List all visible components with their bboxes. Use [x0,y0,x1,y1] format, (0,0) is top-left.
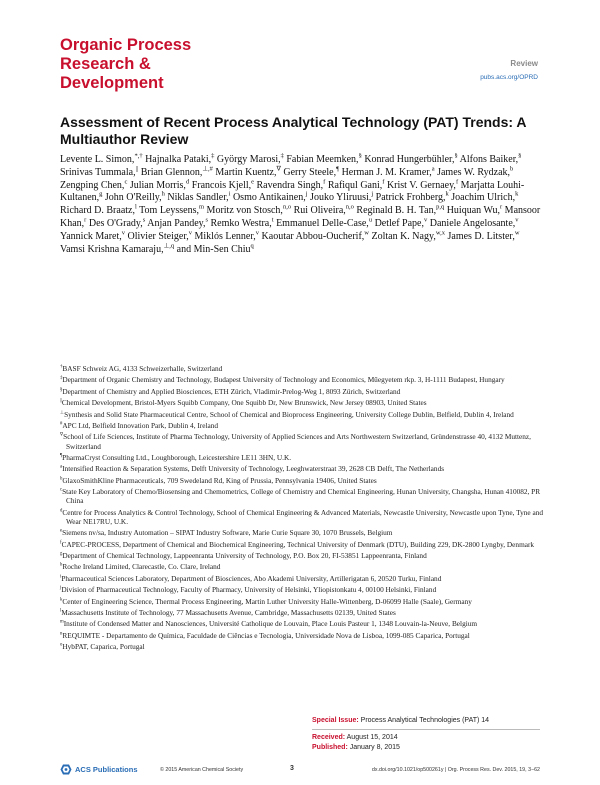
author-affiliation-mark: g [99,191,103,199]
author-name[interactable]: Brian Glennon, [140,166,203,178]
author-affiliation-mark: v [255,229,260,237]
affiliation-mark: f [60,540,62,546]
author-affiliation-mark: ⊥,# [202,165,213,173]
author-name[interactable]: Fabian Meemken, [286,154,359,165]
author-name[interactable]: James D. Litster, [447,230,515,242]
author-name[interactable]: Herman J. M. Kramer, [341,166,432,178]
author-name[interactable]: James W. Rydzak, [437,166,511,178]
affiliation-list [60,364,545,654]
author-affiliation-mark: s [142,216,146,224]
author-affiliation-mark: k [515,191,519,199]
author-affiliation-mark: q [250,242,254,250]
author-name[interactable]: and Min-Sen Chiu [176,243,251,255]
author-affiliation-mark: s [205,216,209,224]
author-affiliation-mark: p,q [436,203,445,211]
affiliation-mark: b [60,476,63,482]
affiliation-item [60,432,545,450]
affiliation-mark: g [60,551,63,557]
affiliation-text: Department of Chemistry and Applied Biosciences, ETH Zürich, Vladimir-Prelog-Weg 1, 8093 Zürich, Switzerland [62,386,401,396]
author-name[interactable]: Martin Kuentz, [215,166,277,178]
author-affiliation-mark: k [445,191,449,199]
affiliation-text: Synthesis and Solid State Pharmaceutical Centre, School of Chemical and Bioprocess Engineering, University College Dublin, Belfield, Dublin 4, Ireland [64,409,514,419]
acs-hexagon-icon [60,764,72,775]
author-name[interactable]: György Marosi, [216,154,281,165]
author-name[interactable]: Kaoutar Abbou-Oucherif, [261,230,365,242]
author-name[interactable]: Moritz von Stosch, [206,205,283,217]
affiliation-text: Institute of Condensed Matter and Nanosciences, Université Catholique de Louvain, Place Louis Pasteur 1, 1348 Louvain-la-Neuve, Belgium [63,619,478,629]
journal-title: Organic Process Research & Development [60,36,192,92]
article-info [312,716,489,754]
author-affiliation-mark: m [198,203,205,211]
author-name[interactable]: Alfons Baiker, [459,154,519,165]
affiliation-item [60,508,545,526]
author-affiliation-mark: ‡ [280,152,284,160]
author-name[interactable]: Zengping Chen, [60,179,125,191]
author-name[interactable]: Osmo Antikainen, [232,192,306,204]
affiliation-mark: d [60,508,63,514]
affiliation-item [60,410,545,419]
author-affiliation-mark: ⊥,q [163,242,175,250]
author-name[interactable]: Patrick Frohberg, [375,192,446,204]
author-name[interactable]: Srinivas Tummala, [60,166,136,178]
doi-citation[interactable]: dx.doi.org/10.1021/op500261y | Org. Process Res. Dev. 2015, 19, 3−62 [371,767,540,773]
affiliation-text: Pharmaceutical Sciences Laboratory, Department of Biosciences, Abo Akademi University, Artillerigatan 6, 20520 Turku, Finland [61,573,442,583]
author-name[interactable]: Des O'Grady, [88,217,143,229]
author-affiliation-mark: r [500,203,503,211]
affiliation-item [60,562,545,571]
author-name[interactable]: Marjatta Louhi-Kultanen, [60,179,525,204]
author-affiliation-mark: j [371,191,374,199]
author-affiliation-mark: § [454,152,458,160]
affiliation-mark: a [60,464,63,470]
author-name[interactable]: Julian Morris, [129,179,186,191]
author-affiliation-mark: n,o [282,203,292,211]
author-name[interactable]: Zoltan K. Nagy, [371,230,436,242]
author-name[interactable]: Mansoor Khan, [60,205,541,229]
author-name[interactable]: Ravendra Singh, [256,179,324,191]
author-name[interactable]: Emmanuel Delle-Case, [276,217,369,229]
affiliation-mark: ¶ [60,453,63,459]
affiliation-mark: j [60,585,62,591]
affiliation-item [60,453,545,462]
affiliation-mark: ⊥ [60,410,65,416]
affiliation-text: APC Ltd, Belfield Innovation Park, Dublin 4, Ireland [62,420,219,430]
special-issue-line [312,716,489,727]
published-line [312,743,489,754]
author-name[interactable]: Huiquan Wu, [446,205,500,217]
affiliation-text: BASF Schweiz AG, 4133 Schweizerhalle, Switzerland [62,364,223,373]
published-label: Published: [312,744,348,751]
received-value: August 15, 2014 [346,733,398,741]
author-name[interactable]: Levente L. Simon, [60,154,135,165]
article-title: Assessment of Recent Process Analytical Technology (PAT) Trends: A Multiauthor Review [60,114,527,147]
affiliation-text: State Key Laboratory of Chemo/Biosensing and Chemometrics, College of Chemistry and Chemical Engineering, Hunan University, Changsha, Hunan 410082, PR China [62,487,541,506]
affiliation-text: Siemens nv/sa, Industry Automation – SIPAT Industry Software, Marie Curie Square 30, 1070 Brussels, Belgium [62,528,393,538]
author-affiliation-mark: i [228,191,231,199]
author-name[interactable]: Reginald B. H. Tan, [356,205,437,217]
author-name[interactable]: John O'Reilly, [104,192,162,204]
affiliation-mark: h [60,563,63,569]
special-issue-label: Special Issue: [312,717,359,724]
affiliation-text: Department of Chemical Technology, Lappeenranta University of Technology, P.O. Box 20, FI-53851 Lappeenranta, Finland [62,551,427,561]
author-affiliation-mark: e [251,178,255,186]
received-label: Received: [312,733,346,741]
affiliation-mark: § [60,387,63,393]
affiliation-item [60,608,545,617]
affiliation-mark: ∇ [60,432,64,438]
author-name[interactable]: Jouko Yliruusi, [310,192,372,204]
affiliation-mark: † [60,364,63,370]
author-name[interactable]: Joachim Ulrich, [451,192,516,204]
author-affiliation-mark: b [510,165,514,173]
author-affiliation-mark: a [431,165,435,173]
author-affiliation-mark: w [364,229,369,237]
affiliation-text: PharmaCryst Consulting Ltd., Loughborough, Leicestershire LE11 3HN, U.K. [62,452,292,462]
affiliation-text: School of Life Sciences, Institute of Pharma Technology, University of Applied Sciences and Arts Northwestern Switzerland, Gründenstrasse 40, 4132 Muttenz, Switzerland [63,432,531,451]
author-affiliation-mark: v [515,216,519,224]
affiliation-mark: o [60,642,63,648]
affiliation-text: Department of Organic Chemistry and Technology, Budapest University of Technology and Economics, Műegyetem rkp. 3, H-1111 Budapest, Hungary [62,375,505,385]
affiliation-item [60,421,545,430]
affiliation-item [60,551,545,560]
author-affiliation-mark: § [358,152,362,160]
author-name[interactable]: Niklas Sandler, [167,192,229,204]
special-issue-value: Process Analytical Technologies (PAT) 14 [360,717,490,724]
author-name[interactable]: Detlef Pape, [374,217,424,229]
affiliation-item [60,464,545,473]
author-affiliation-mark: *,† [134,152,143,160]
author-name[interactable]: Olivier Steiger, [127,230,189,242]
author-name[interactable]: Rui Oliveira, [293,205,346,217]
author-affiliation-mark: t [271,216,274,224]
author-name[interactable]: Miklós Lenner, [194,230,256,242]
affiliation-item [60,398,545,407]
author-affiliation-mark: w,x [435,229,445,237]
author-affiliation-mark: r [84,216,87,224]
journal-url-link[interactable]: pubs.acs.org/OPRD [480,74,538,81]
author-name[interactable]: Tom Leyssens, [139,205,199,217]
affiliation-item [60,574,545,583]
copyright-text: © 2015 American Chemical Society [160,767,244,773]
affiliation-item [60,619,545,628]
acs-publications-logo[interactable] [60,764,138,775]
affiliation-mark: k [60,597,63,603]
affiliation-mark: e [60,528,63,534]
acs-publications-text: ACS Publications [75,765,138,774]
affiliation-text: GlaxoSmithKline Pharmaceuticals, 709 Swedeland Rd, King of Prussia, Pennsylvania 19406, United States [62,475,377,485]
author-affiliation-mark: ¶ [336,165,340,173]
published-value: January 8, 2015 [349,744,400,751]
author-affiliation-mark: || [135,165,139,173]
author-affiliation-mark: § [518,152,522,160]
affiliation-mark: m [60,620,64,625]
affiliation-item [60,476,545,485]
author-name[interactable]: Richard D. Braatz, [60,205,135,217]
page-number: 3 [290,765,294,772]
affiliation-item [60,375,545,384]
author-name[interactable]: Daniele Angelosante, [429,217,516,229]
author-affiliation-mark: ∇ [276,165,281,173]
affiliation-item [60,540,545,549]
affiliation-item [60,642,545,651]
affiliation-mark: n [60,631,63,637]
affiliation-mark: ‡ [60,375,63,381]
info-divider [312,729,540,730]
author-name[interactable]: Vamsi Krishna Kamaraju, [60,243,164,255]
affiliation-item [60,364,545,373]
author-affiliation-mark: c [124,178,128,186]
author-name[interactable]: Remko Westra, [210,217,272,229]
affiliation-mark: i [60,574,62,580]
author-affiliation-mark: h [161,191,165,199]
author-name[interactable]: Rafiqul Gani, [327,179,383,191]
affiliation-item [60,487,545,505]
author-affiliation-mark: v [121,229,126,237]
author-affiliation-mark: u [368,216,373,224]
affiliation-text: Centre for Process Analytics & Control Technology, School of Chemical Engineering & Advanced Materials, Newcastle University, Newcastle upon Tyne, Tyne and Wear NE17RU, U.K. [62,507,543,526]
page-footer [60,765,540,777]
author-affiliation-mark: v [424,216,428,224]
author-affiliation-mark: f [323,178,326,186]
author-affiliation-mark: l [134,203,137,211]
affiliation-text: CAPEC-PROCESS, Department of Chemical and Biochemical Engineering, Technical University of Denmark (DTU), Building 229, DK-2800 Lyngby, Denmark [61,539,535,549]
affiliation-text: HybPAT, Caparica, Portugal [62,642,145,652]
affiliation-item [60,597,545,606]
affiliation-item [60,387,545,396]
author-affiliation-mark: n,o [345,203,354,211]
affiliation-item [60,528,545,537]
author-affiliation-mark: v [188,229,193,237]
author-affiliation-mark: f [455,178,459,186]
affiliation-item [60,631,545,640]
affiliation-text: Division of Pharmaceutical Technology, Faculty of Pharmacy, University of Helsinki, Yliopistonkatu 4, 00100 Helsinki, Finland [61,585,437,595]
article-type-label: Review [510,59,538,68]
author-list [60,154,545,256]
affiliation-text: Center of Engineering Science, Thermal Process Engineering, Martin Luther University Halle-Wittenberg, D-06099 Halle (Saale), Germany [62,596,472,606]
received-line [312,733,489,744]
author-name[interactable]: Konrad Hungerbühler, [364,154,455,165]
affiliation-text: Massachusetts Institute of Technology, 77 Massachusetts Avenue, Cambridge, Massachusetts 02139, United States [61,608,396,618]
affiliation-text: Chemical Development, Bristol-Myers Squibb Company, One Squibb Dr, New Brunswick, New Jersey 08903, United States [61,398,427,408]
author-name[interactable]: Francois Kjell, [191,179,252,191]
affiliation-text: Roche Ireland Limited, Clarecastle, Co. Clare, Ireland [62,562,221,572]
affiliation-mark: c [60,487,63,493]
affiliation-text: REQUIMTE - Departamento de Química, Faculdade de Ciências e Tecnologia, Universidade Nova de Lisboa, 1099-085 Caparica, Portugal [62,630,470,640]
affiliation-mark: l [60,608,62,614]
affiliation-text: Intensified Reaction & Separation Systems, Delft University of Technology, Leeghwaterstraat 39, 2628 CB Delft, The Netherlands [62,464,445,474]
affiliation-mark: || [60,398,62,404]
author-affiliation-mark: d [185,178,190,186]
author-affiliation-mark: ‡ [211,152,215,160]
author-name[interactable]: Anjan Pandey, [147,217,206,229]
author-name[interactable]: Krist V. Gernaey, [386,179,456,191]
author-name[interactable]: Hajnalka Pataki, [145,154,212,165]
affiliation-mark: # [60,421,63,427]
author-name[interactable]: Yannick Maret, [60,230,122,242]
author-affiliation-mark: w [514,229,520,237]
author-affiliation-mark: f [382,178,385,186]
author-name[interactable]: Gerry Steele, [283,166,337,178]
affiliation-item [60,585,545,594]
author-affiliation-mark: j [305,191,308,199]
